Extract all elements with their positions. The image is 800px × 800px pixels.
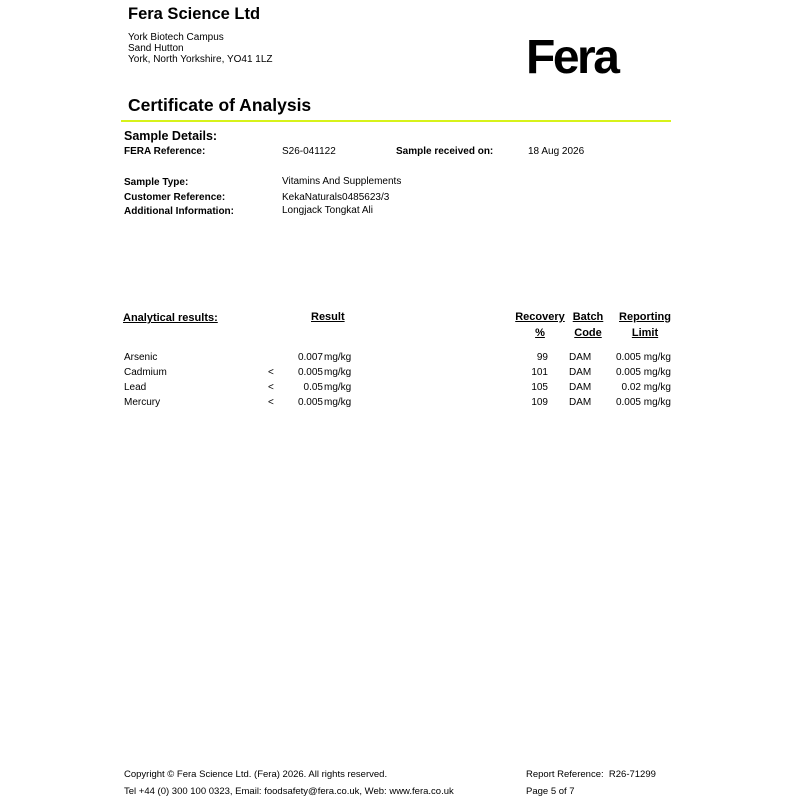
reporting-header-line-1: Reporting xyxy=(619,311,671,323)
title-divider xyxy=(121,120,671,122)
customer-reference-label: Customer Reference: xyxy=(124,192,226,203)
result-row-batch: DAM xyxy=(569,397,592,408)
result-row-recovery: 109 xyxy=(531,397,548,408)
address-line-2: Sand Hutton xyxy=(128,43,184,54)
result-row-limit: 0.005 mg/kg xyxy=(615,367,671,378)
result-row-qualifier: < xyxy=(268,382,274,393)
sample-received-value: 18 Aug 2026 xyxy=(528,146,585,157)
result-row-analyte: Arsenic xyxy=(124,352,158,363)
footer-report-reference: Report Reference: R26-71299 xyxy=(526,769,656,780)
recovery-header xyxy=(512,309,568,341)
result-row-limit: 0.005 mg/kg xyxy=(615,352,671,363)
batch-header-line-2: Code xyxy=(574,327,602,339)
reporting-limit-header xyxy=(615,309,675,341)
result-row-value: 0.005 xyxy=(297,367,323,378)
fera-logo: Fera xyxy=(526,31,618,84)
result-row-recovery: 101 xyxy=(531,367,548,378)
result-row-recovery: 105 xyxy=(531,382,548,393)
result-row-limit: 0.005 mg/kg xyxy=(615,397,671,408)
company-name: Fera Science Ltd xyxy=(128,5,261,23)
reporting-header-line-2: Limit xyxy=(631,327,659,339)
result-row-unit: mg/kg xyxy=(324,367,352,378)
result-row-qualifier: < xyxy=(268,367,274,378)
sample-details-title: Sample Details: xyxy=(124,129,218,143)
result-row-value: 0.005 xyxy=(297,397,323,408)
sample-received-label: Sample received on: xyxy=(396,146,494,157)
footer-copyright: Copyright © Fera Science Ltd. (Fera) 2026. All rights reserved. xyxy=(124,769,388,780)
recovery-header-line-1: Recovery xyxy=(515,311,565,323)
sample-type-label: Sample Type: xyxy=(124,177,189,188)
result-row-value: 0.007 xyxy=(297,352,323,363)
result-row-unit: mg/kg xyxy=(324,397,352,408)
result-header: Result xyxy=(311,311,345,323)
result-row-analyte: Cadmium xyxy=(124,367,167,378)
result-row-qualifier: < xyxy=(268,397,274,408)
result-row-limit: 0.02 mg/kg xyxy=(621,382,671,393)
result-row-batch: DAM xyxy=(569,382,592,393)
customer-reference-value: KekaNaturals0485623/3 xyxy=(282,192,390,203)
fera-reference-label: FERA Reference: xyxy=(124,146,206,157)
footer-page-number: Page 5 of 7 xyxy=(526,786,575,797)
batch-header-line-1: Batch xyxy=(572,311,604,323)
result-row-value: 0.05 xyxy=(303,382,323,393)
result-row-analyte: Mercury xyxy=(124,397,161,408)
sample-type-value: Vitamins And Supplements xyxy=(282,176,402,187)
analytical-results-header: Analytical results: xyxy=(123,312,218,324)
document-title: Certificate of Analysis xyxy=(128,95,312,115)
result-row-analyte: Lead xyxy=(124,382,147,393)
additional-info-label: Additional Information: xyxy=(124,206,234,217)
fera-reference-value: S26-041122 xyxy=(282,146,336,157)
recovery-header-line-2: % xyxy=(535,327,545,339)
address-line-3: York, North Yorkshire, YO41 1LZ xyxy=(128,54,273,65)
additional-info-value: Longjack Tongkat Ali xyxy=(282,205,373,216)
result-row-batch: DAM xyxy=(569,352,592,363)
batch-code-header xyxy=(569,309,607,341)
result-row-unit: mg/kg xyxy=(324,352,352,363)
result-row-recovery: 99 xyxy=(536,352,548,363)
result-row-unit: mg/kg xyxy=(324,382,352,393)
result-row-batch: DAM xyxy=(569,367,592,378)
address-line-1: York Biotech Campus xyxy=(128,32,224,43)
footer-contact: Tel +44 (0) 300 100 0323, Email: foodsafety@fera.co.uk, Web: www.fera.co.uk xyxy=(124,786,454,797)
